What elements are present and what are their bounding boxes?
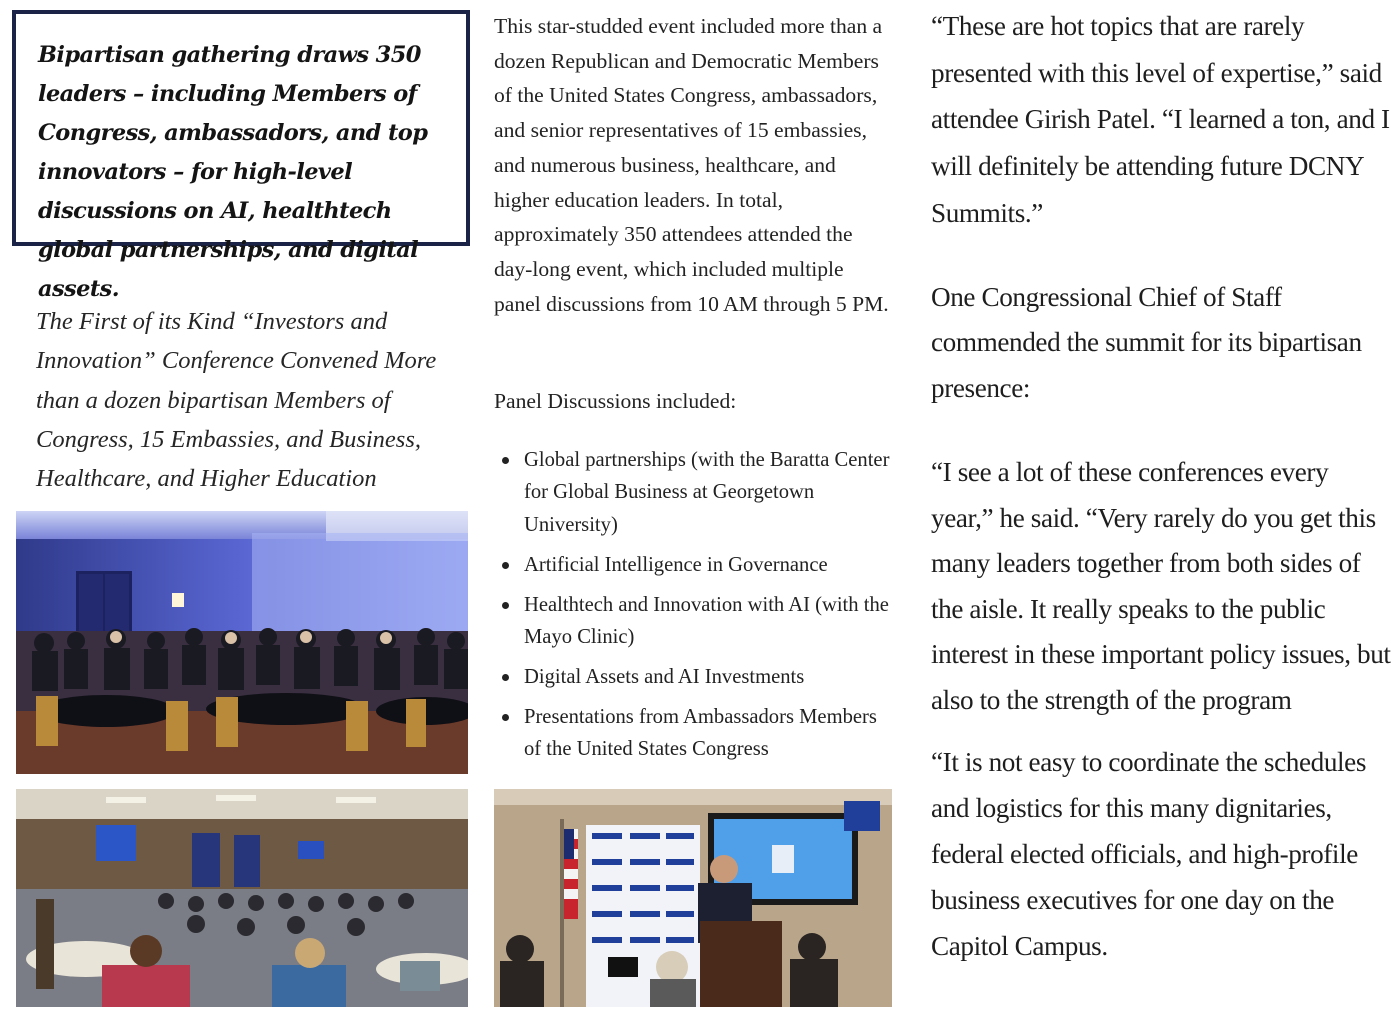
list-item: Healthtech and Innovation with AI (with the Mayo Clinic) xyxy=(494,589,894,654)
speaker-podium-photo xyxy=(494,789,892,1007)
conference-room-audience-photo xyxy=(16,789,468,1007)
chief-of-staff-intro-paragraph: One Congressional Chief of Staff commended the summit for its bipartisan presence: xyxy=(931,282,1362,403)
chief-of-staff-quote-paragraph: “I see a lot of these conferences every year,” he said. “Very rarely do you get this many leaders together from both sides of the aisle. It really speaks to the public interest in these important policy issues, but also to the strength of the program xyxy=(931,457,1391,715)
attendee-quote-paragraph: “These are hot topics that are rarely presented with this level of expertise,” said attendee Girish Patel. “I learned a ton, and I will definitely be attending future DCNY Summits.” xyxy=(931,11,1390,228)
subhead: The First of its Kind “Investors and Innovation” Conference Convened More than a dozen bipartisan Members of Congress, 15 Embassies, and Business, Healthcare, and Higher Education xyxy=(36,308,437,493)
event-summary-paragraph: This star-studded event included more than a dozen Republican and Democratic Members of the United States Congress, ambassadors, and senior representatives of 15 embassies, and numerous business, healthcare, and higher education leaders. In total, approximately 350 attendees attended the day-long event, which included multiple panel discussions from 10 AM through 5 PM. xyxy=(494,14,889,316)
list-item: Presentations from Ambassadors Members of the United States Congress xyxy=(494,701,894,766)
panel-discussions-list xyxy=(494,444,894,773)
logistics-quote-paragraph: “It is not easy to coordinate the schedules and logistics for this many dignitaries, federal elected officials, and high-profile business executives for one day on the Capitol Campus. xyxy=(931,747,1367,961)
list-item: Digital Assets and AI Investments xyxy=(494,661,894,693)
panel-discussions-heading: Panel Discussions included: xyxy=(494,389,737,413)
headline: Bipartisan gathering draws 350 leaders – including Members of Congress, ambassadors, and top innovators – for high-level discussions on AI, healthtech global partnerships, and digital assets. xyxy=(38,42,428,302)
list-item: Global partnerships (with the Baratta Center for Global Business at Georgetown University) xyxy=(494,444,894,541)
list-item: Artificial Intelligence in Governance xyxy=(494,549,894,581)
headline-box xyxy=(12,10,470,302)
ballroom-audience-photo xyxy=(16,511,468,774)
